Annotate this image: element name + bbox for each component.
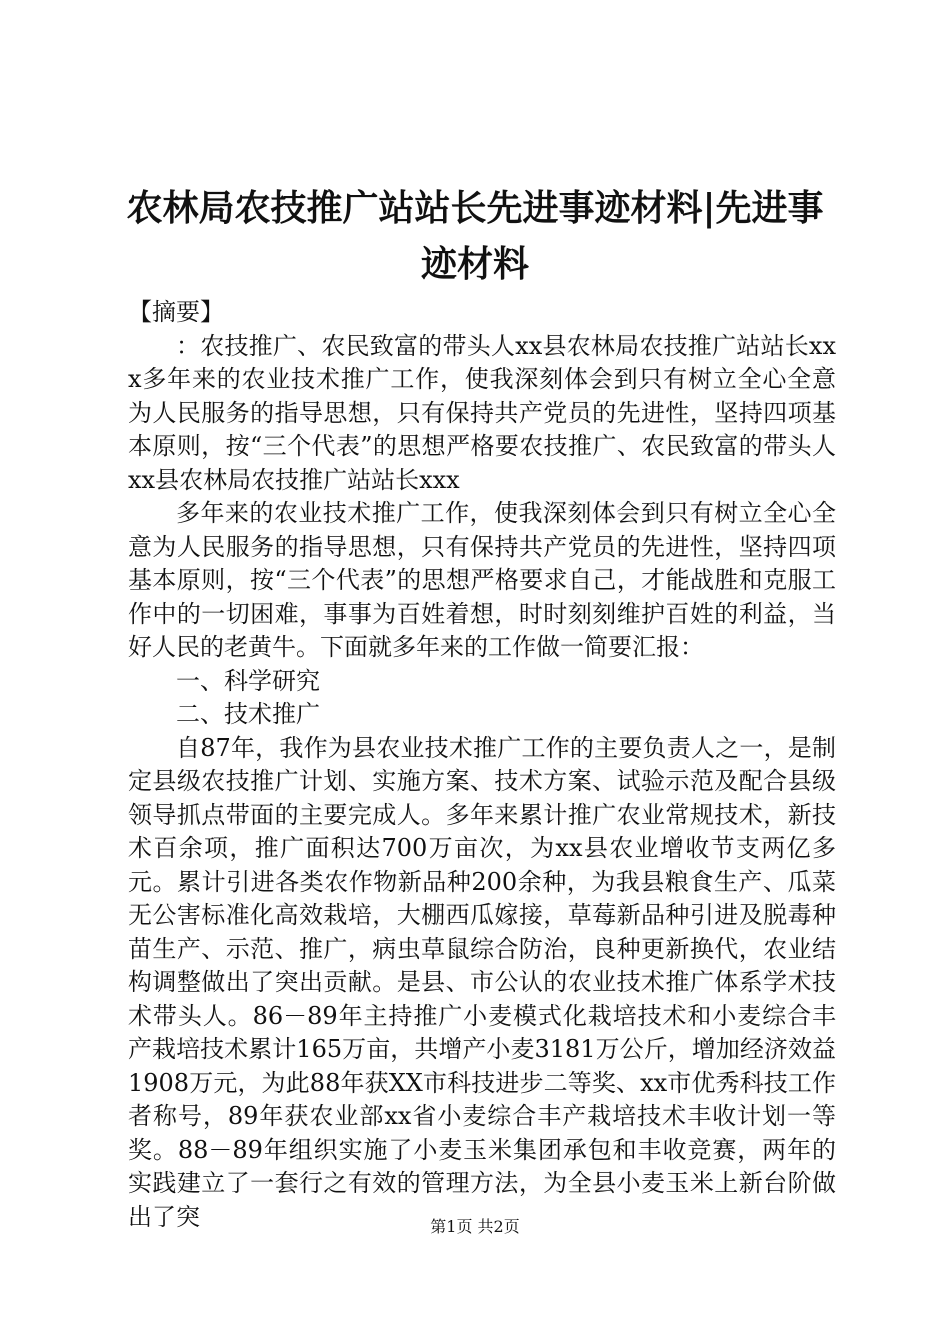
body-paragraph: 多年来的农业技术推广工作，使我深刻体会到只有树立全心全意为人民服务的指导思想，只有保持共产党员的先进性，坚持四项基本原则，按“三个代表”的思想严格要求自己，才能战胜和克服工作中的一切困难，事事为百姓着想，时时刻刻维护百姓的利益，当好人民的老黄牛。下面就多年来的工作做一简要汇报： <box>128 499 836 661</box>
abstract-paragraph: ：农技推广、农民致富的带头人xx县农林局农技推广站站长xxx多年来的农业技术推广工作，使我深刻体会到只有树立全心全意为人民服务的指导思想，只有保持共产党员的先进性，坚持四项基本原则，按“三个代表”的思想严格要农技推广、农民致富的带头人xx县农林局农技推广站站长xxx <box>128 331 836 494</box>
section-heading-research: 一、科学研究 <box>176 666 320 695</box>
section-heading-promotion: 二、技术推广 <box>176 700 320 728</box>
document-body <box>128 296 836 1234</box>
document-title: 农林局农技推广站站长先进事迹材料|先进事迹材料 <box>126 187 824 285</box>
page-footer: 第1页 共2页 <box>430 1217 520 1236</box>
abstract-label: 【摘要】 <box>128 298 224 326</box>
body-paragraph: 自87年，我作为县农业技术推广工作的主要负责人之一，是制定县级农技推广计划、实施方案、技术方案、试验示范及配合县级领导抓点带面的主要完成人。多年来累计推广农业常规技术，新技术百余项，推广面积达700万亩次，为xx县农业增收节支两亿多元。累计引进各类农作物新品种200余种，为我县粮食生产、瓜菜无公害标准化高效栽培，大棚西瓜嫁接，草莓新品种引进及脱毒种苗生产、示范、推广，病虫草鼠综合防治，良种更新换代，农业结构调整做出了突出贡献。是县、市公认的农业技术推广体系学术技术带头人。86－89年主持推广小麦模式化栽培技术和小麦综合丰产栽培技术累计165万亩，共增产小麦3181万公斤，增加经济效益1908万元，为此88年获XX市科技进步二等奖、xx市优秀科技工作者称号，89年获农业部xx省小麦综合丰产栽培技术丰收计划一等奖。88－89年组织实施了小麦玉米集团承包和丰收竞赛，两年的实践建立了一套行之有效的管理方法，为全县小麦玉米上新台阶做出了突 <box>128 733 836 1231</box>
